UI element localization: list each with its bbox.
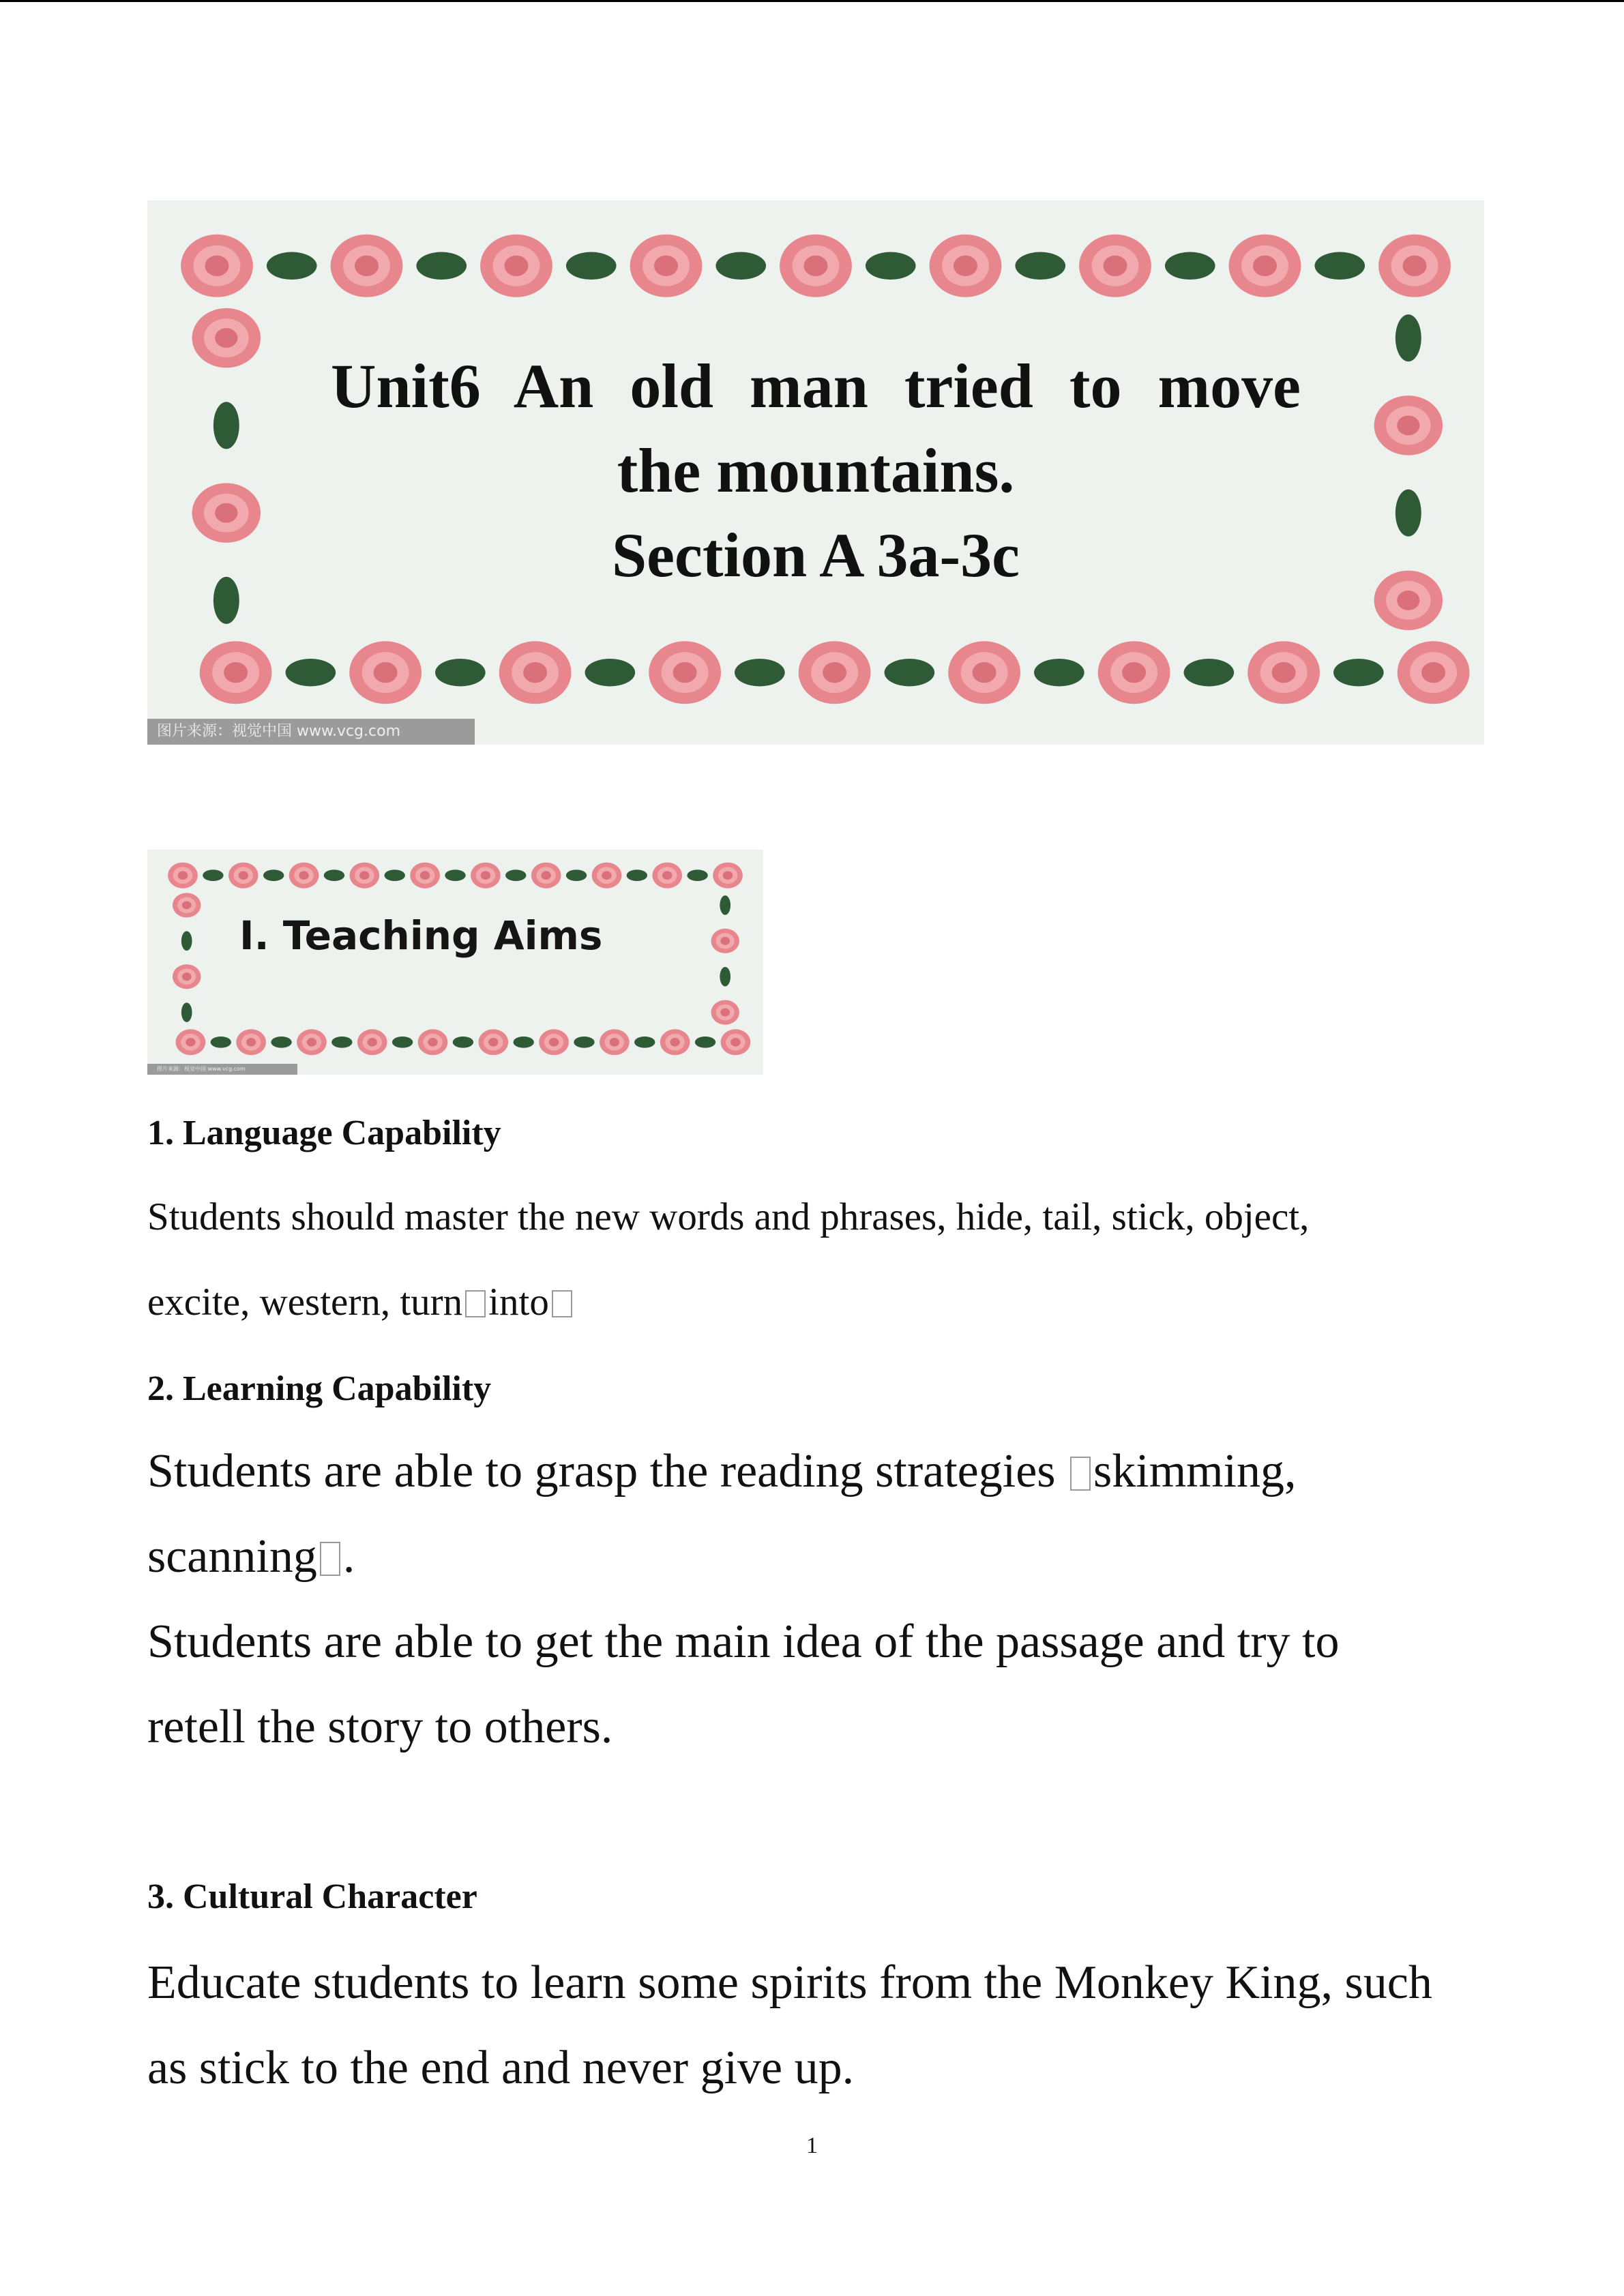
leaf-icon [267, 252, 317, 280]
rose-icon [660, 1029, 690, 1055]
rose-icon [181, 235, 253, 297]
leaf-icon [715, 252, 766, 280]
leaf-icon [1396, 314, 1421, 361]
rose-icon [192, 483, 261, 542]
language-capability-text-line [147, 1280, 575, 1324]
text-fragment: scanning [147, 1530, 317, 1583]
leaf-icon [634, 1037, 655, 1048]
leaf-icon [453, 1037, 473, 1048]
rose-icon [539, 1029, 569, 1055]
image-watermark: 图片来源：视觉中国 www.vcg.com [147, 719, 475, 745]
leaf-icon [566, 252, 617, 280]
rose-icon [1229, 235, 1301, 297]
title-line-1: Unit6 An old man tried to move [331, 351, 1301, 421]
rose-icon [176, 1029, 206, 1055]
leaf-icon [211, 1037, 231, 1048]
learning-capability-text-line: Students are able to get the main idea of the passage and try to [147, 1615, 1340, 1668]
leaf-icon [416, 252, 467, 280]
leaf-icon [1165, 252, 1215, 280]
leaf-icon [392, 1037, 413, 1048]
leaf-icon [286, 659, 336, 686]
title-line-2: the mountains. [617, 436, 1015, 505]
rose-border-decoration [147, 850, 763, 1075]
learning-capability-text-line [147, 1444, 1297, 1499]
rose-icon [592, 863, 622, 889]
leaf-icon [585, 659, 636, 686]
rose-icon [1398, 641, 1470, 704]
leaf-icon [385, 869, 405, 881]
rose-icon [331, 235, 403, 297]
rose-icon [418, 1029, 448, 1055]
rose-icon [410, 863, 440, 889]
learning-capability-heading: 2. Learning Capability [147, 1369, 492, 1408]
image-watermark: 图片来源：视觉中国 www.vcg.com [147, 1064, 297, 1075]
rose-icon [799, 641, 871, 704]
cultural-character-text-line: Educate students to learn some spirits from the Monkey King, such [147, 1956, 1432, 2009]
leaf-icon [513, 1037, 533, 1048]
leaf-icon [687, 869, 707, 881]
leaf-icon [181, 931, 192, 951]
leaf-icon [720, 895, 730, 915]
rose-icon [711, 1000, 739, 1025]
rose-icon [1247, 641, 1320, 704]
leaf-icon [566, 869, 587, 881]
leaf-icon [271, 1037, 291, 1048]
rose-icon [600, 1029, 630, 1055]
title-line-3: Section A 3a-3c [612, 520, 1020, 590]
rose-icon [1098, 641, 1170, 704]
leaf-icon [435, 659, 486, 686]
text-fragment: Students are able to grasp the reading strategies [147, 1445, 1068, 1497]
leaf-icon [1314, 252, 1365, 280]
leaf-icon [574, 1037, 594, 1048]
rose-icon [173, 893, 201, 917]
rose-icon [173, 964, 201, 989]
rose-icon [499, 641, 572, 704]
rose-icon [200, 641, 272, 704]
missing-glyph-box [552, 1290, 572, 1317]
rose-icon [649, 641, 721, 704]
missing-glyph-box [465, 1290, 486, 1317]
leaf-icon [627, 869, 647, 881]
leaf-icon [866, 252, 916, 280]
rose-icon [228, 863, 259, 889]
leaf-icon [885, 659, 935, 686]
rose-icon [930, 235, 1002, 297]
cultural-character-text-line: as stick to the end and never give up. [147, 2042, 855, 2094]
title-banner [147, 200, 1484, 745]
leaf-icon [1034, 659, 1084, 686]
rose-icon [471, 863, 501, 889]
leaf-icon [181, 1002, 192, 1022]
rose-icon [297, 1029, 327, 1055]
rose-icon [289, 863, 319, 889]
rose-icon [531, 863, 561, 889]
text-fragment: skimming, [1093, 1445, 1297, 1497]
rose-icon [1374, 396, 1443, 455]
top-border-rule [0, 0, 1624, 2]
leaf-icon [213, 402, 239, 449]
leaf-icon [1333, 659, 1384, 686]
rose-icon [168, 863, 198, 889]
text-fragment: into [488, 1281, 549, 1324]
rose-icon [478, 1029, 508, 1055]
rose-icon [480, 235, 552, 297]
learning-capability-text-line [147, 1530, 355, 1584]
leaf-icon [720, 967, 730, 987]
language-capability-text-line: Students should master the new words and phrases, hide, tail, stick, object, [147, 1195, 1310, 1238]
rose-icon [1374, 571, 1443, 630]
missing-glyph-box [1070, 1457, 1091, 1491]
text-fragment: . [342, 1530, 355, 1583]
leaf-icon [324, 869, 344, 881]
rose-icon [711, 929, 739, 953]
rose-icon [349, 863, 379, 889]
page-number: 1 [806, 2133, 818, 2158]
leaf-icon [213, 577, 239, 624]
rose-icon [349, 641, 422, 704]
leaf-icon [331, 1037, 352, 1048]
leaf-icon [263, 869, 284, 881]
leaf-icon [505, 869, 526, 881]
section-banner [147, 850, 763, 1075]
leaf-icon [695, 1037, 715, 1048]
missing-glyph-box [320, 1542, 340, 1576]
learning-capability-text-line: retell the story to others. [147, 1701, 613, 1753]
section-title: I. Teaching Aims [239, 912, 603, 959]
leaf-icon [735, 659, 785, 686]
leaf-icon [445, 869, 465, 881]
document-title [318, 344, 1314, 597]
rose-icon [948, 641, 1020, 704]
rose-icon [652, 863, 682, 889]
rose-icon [1378, 235, 1451, 297]
text-fragment: excite, western, turn [147, 1281, 463, 1324]
rose-icon [1079, 235, 1151, 297]
leaf-icon [1015, 252, 1065, 280]
rose-icon [713, 863, 743, 889]
rose-icon [236, 1029, 266, 1055]
language-capability-heading: 1. Language Capability [147, 1114, 501, 1152]
rose-icon [630, 235, 703, 297]
rose-icon [721, 1029, 751, 1055]
cultural-character-heading: 3. Cultural Character [147, 1877, 477, 1916]
leaf-icon [1184, 659, 1235, 686]
leaf-icon [203, 869, 223, 881]
leaf-icon [1396, 490, 1421, 537]
rose-icon [192, 308, 261, 368]
rose-icon [780, 235, 852, 297]
rose-icon [357, 1029, 387, 1055]
